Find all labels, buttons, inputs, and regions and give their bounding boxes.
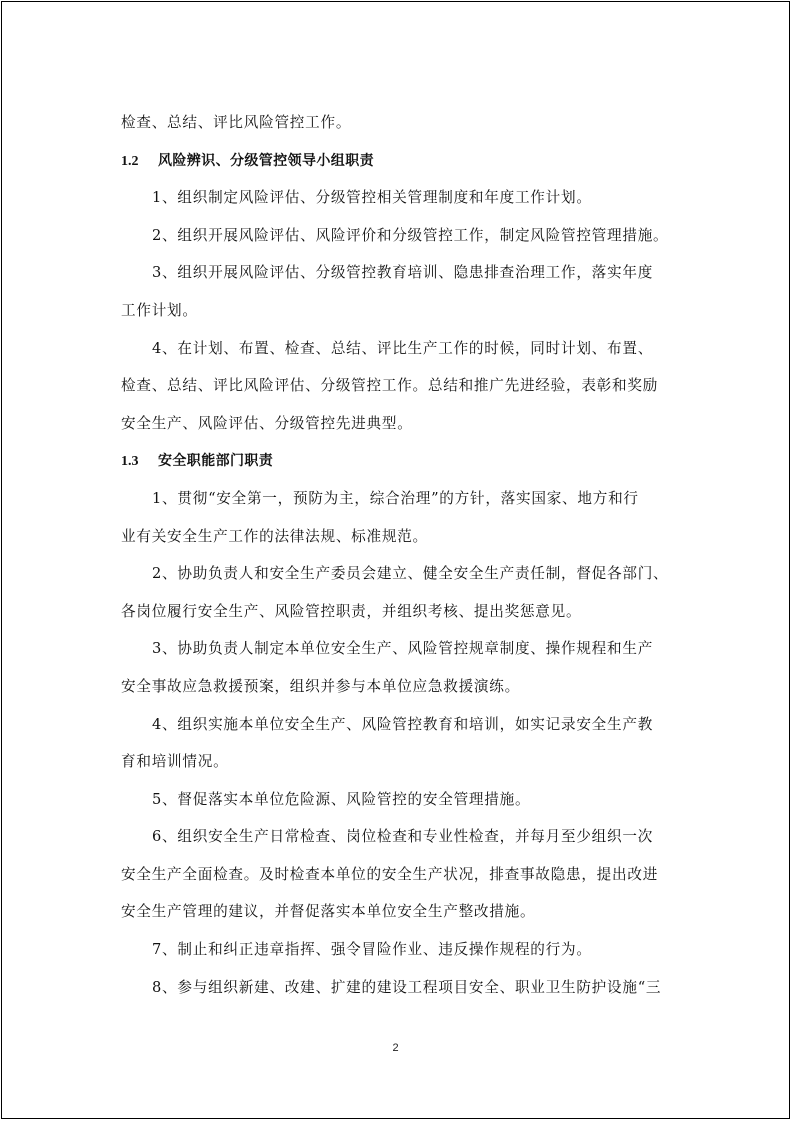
section-heading-1-3 — [121, 448, 677, 486]
paragraph-line: 5、督促落实本单位危险源、风险管控的安全管理措施。 — [152, 790, 531, 808]
paragraph-line: 安全生产管理的建议，并督促落实本单位安全生产整改措施。 — [121, 903, 536, 921]
paragraph-line: 业有关安全生产工作的法律法规、标准规范。 — [121, 527, 428, 545]
paragraph-line: 4、组织实施本单位安全生产、风险管控教育和培训，如实记录安全生产教 — [152, 715, 654, 733]
paragraph-line: 各岗位履行安全生产、风险管控职责，并组织考核、提出奖惩意见。 — [121, 602, 582, 620]
paragraph-line: 检查、总结、评比风险评估、分级管控工作。总结和推广先进经验，表彰和奖励 — [121, 377, 659, 395]
paragraph-line: 1、组织制定风险评估、分级管控相关管理制度和年度工作计划。 — [152, 189, 592, 207]
document-page — [1, 1, 790, 1119]
paragraph-line: 3、协助负责人制定本单位安全生产、风险管控规章制度、操作规程和生产 — [152, 640, 654, 658]
paragraph-line: 2、协助负责人和安全生产委员会建立、健全安全生产责任制，督促各部门、 — [152, 565, 669, 583]
page-content — [121, 110, 677, 1012]
paragraph-line: 1、贯彻“安全第一，预防为主，综合治理”的方针，落实国家、地方和行 — [152, 489, 639, 507]
paragraph-line: 安全生产、风险评估、分级管控先进典型。 — [121, 414, 413, 432]
section-title: 安全职能部门职责 — [158, 453, 274, 470]
section-title: 风险辨识、分级管控领导小组职责 — [158, 152, 374, 169]
paragraph-line: 育和培训情况。 — [121, 753, 229, 771]
page-number: 2 — [392, 1042, 399, 1054]
section-number: 1.3 — [121, 454, 139, 470]
paragraph-line: 安全事故应急救援预案，组织并参与本单位应急救援演练。 — [121, 677, 520, 695]
paragraph-line: 4、在计划、布置、检查、总结、评比生产工作的时候，同时计划、布置、 — [152, 339, 654, 357]
paragraph-line: 3、组织开展风险评估、分级管控教育培训、隐患排查治理工作，落实年度 — [152, 264, 654, 282]
paragraph-line: 安全生产全面检查。及时检查本单位的安全生产状况，排查事故隐患，提出改进 — [121, 865, 659, 883]
paragraph-line: 工作计划。 — [121, 301, 198, 319]
paragraph-line: 6、组织安全生产日常检查、岗位检查和专业性检查，并每月至少组织一次 — [152, 828, 654, 846]
paragraph-line: 2、组织开展风险评估、风险评价和分级管控工作，制定风险管控管理措施。 — [152, 226, 669, 244]
paragraph-line: 8、参与组织新建、改建、扩建的建设工程项目安全、职业卫生防护设施“三 — [152, 978, 662, 996]
paragraph-line: 7、制止和纠正违章指挥、强令冒险作业、违反操作规程的行为。 — [152, 941, 592, 959]
section-heading-1-2 — [121, 148, 677, 186]
section-number: 1.2 — [121, 153, 139, 169]
paragraph-line: 检查、总结、评比风险管控工作。 — [121, 114, 352, 131]
